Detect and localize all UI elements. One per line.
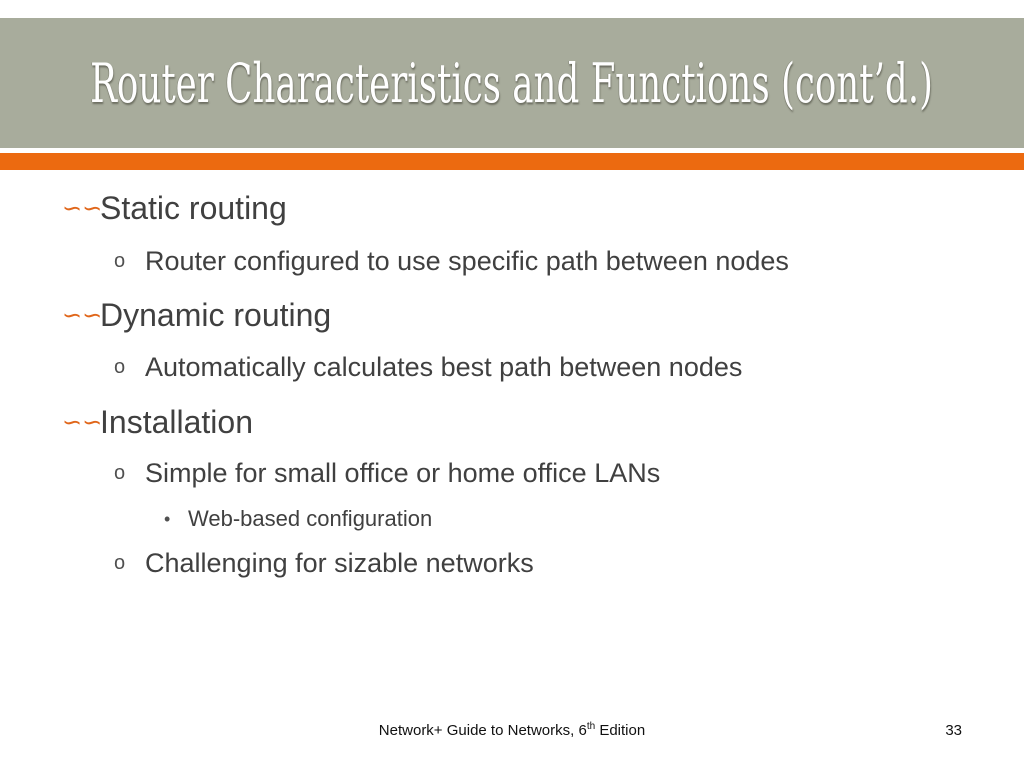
slide-footer	[0, 722, 1024, 739]
double-loop-bullet-icon: ∽∽	[62, 195, 103, 222]
footer-superscript: th	[586, 721, 596, 732]
hollow-circle-bullet-icon: o	[114, 356, 126, 378]
bullet-dynamic-routing	[62, 297, 331, 334]
dot-bullet-icon: •	[164, 508, 171, 529]
sub-bullet-router-configured	[114, 246, 789, 277]
hollow-circle-bullet-icon: o	[114, 552, 126, 574]
sub-bullet-simple-for-small-office	[114, 458, 660, 489]
double-loop-bullet-icon: ∽∽	[62, 302, 103, 329]
bullet-static-routing	[62, 190, 287, 227]
slide-number: 33	[945, 722, 962, 739]
double-loop-bullet-icon: ∽∽	[62, 409, 103, 436]
sub-bullet-challenging	[114, 548, 534, 579]
bullet-installation	[62, 404, 253, 441]
bullet-text: Dynamic routing	[100, 297, 332, 333]
sub-sub-bullet-text: Web-based configuration	[188, 506, 433, 531]
sub-bullet-text: Automatically calculates best path between nodes	[145, 352, 743, 382]
sub-bullet-automatically-calculates	[114, 352, 742, 383]
sub-sub-bullet-web-based	[164, 506, 432, 532]
hollow-circle-bullet-icon: o	[114, 462, 126, 484]
bullet-text: Installation	[100, 404, 253, 440]
sub-bullet-text: Router configured to use specific path between nodes	[145, 246, 789, 276]
sub-bullet-text: Challenging for sizable networks	[145, 548, 534, 578]
footer-prefix: Network+ Guide to Networks, 6	[378, 722, 587, 739]
hollow-circle-bullet-icon: o	[114, 250, 126, 272]
slide-title: Router Characteristics and Functions (cont’d.)	[90, 51, 934, 115]
sub-bullet-text: Simple for small office or home office LANs	[145, 458, 661, 488]
footer-suffix: Edition	[595, 722, 646, 739]
bullet-text: Static routing	[100, 190, 287, 226]
